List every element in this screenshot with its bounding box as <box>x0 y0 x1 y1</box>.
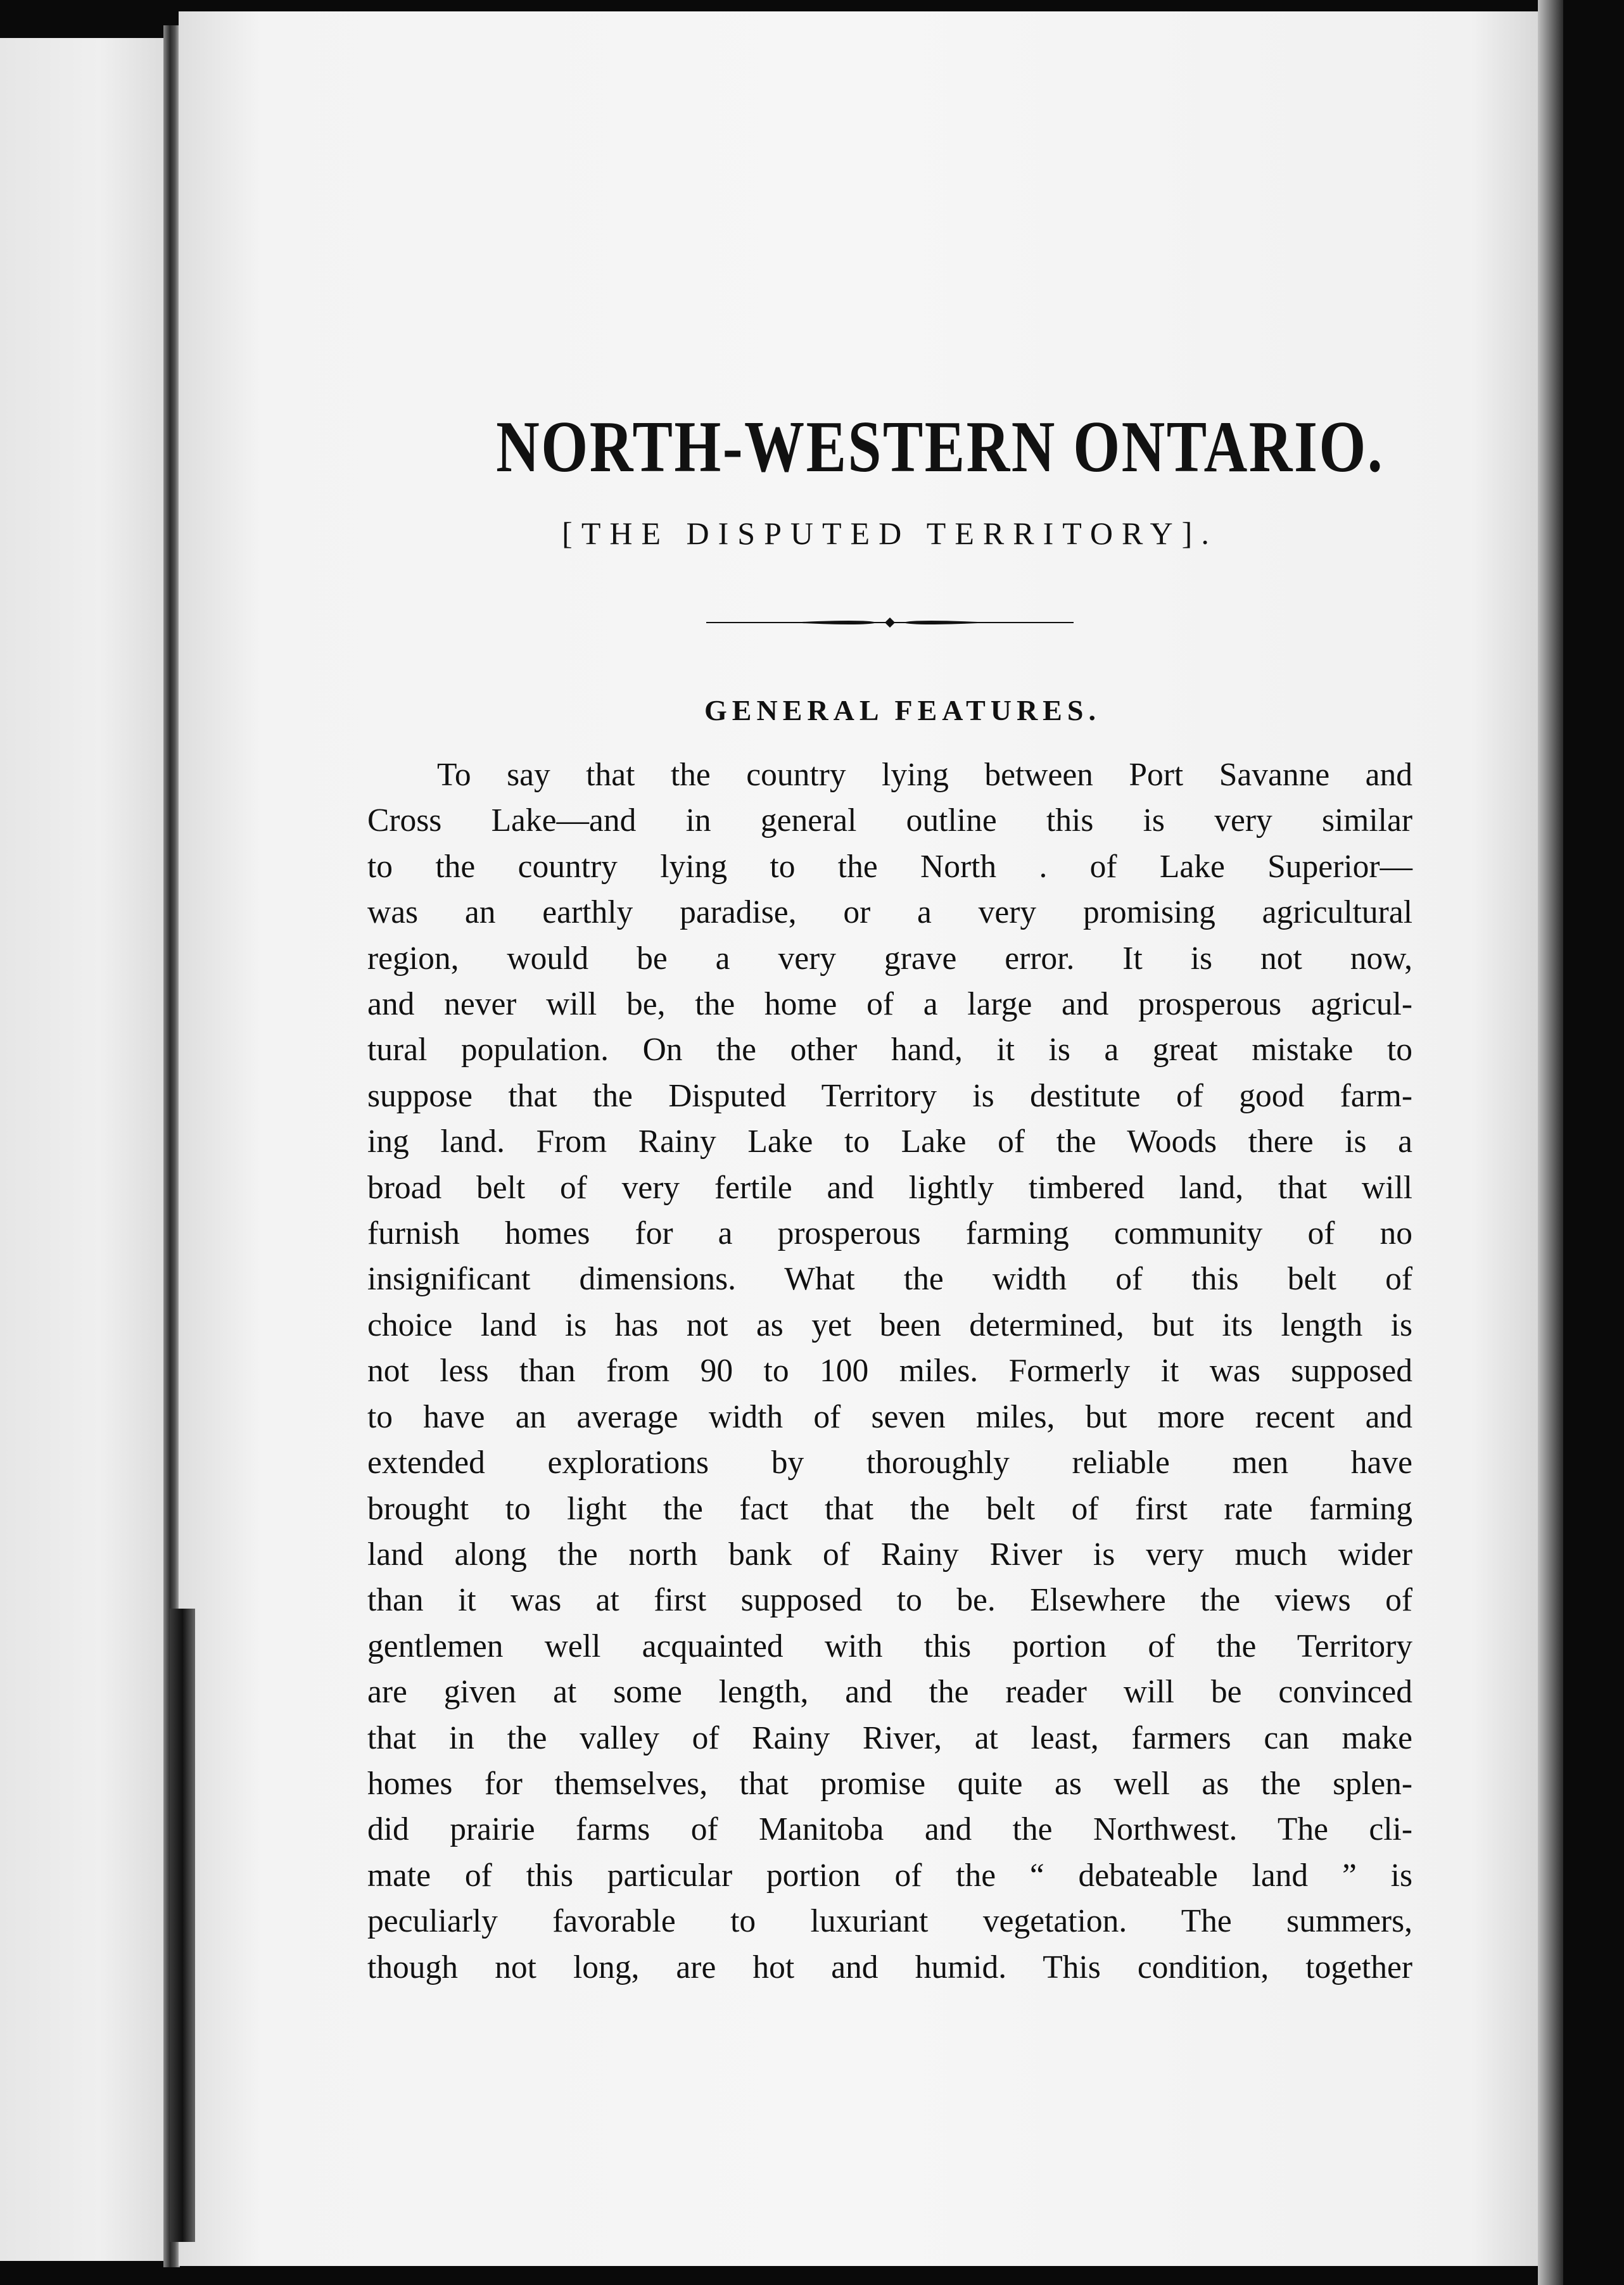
text-line: homes for themselves, that promise quite as well as the splen- <box>367 1765 1412 1802</box>
text-line: brought to light the fact that the belt of first rate farming <box>367 1490 1412 1527</box>
text-line: To say that the country lying between Port Savanne and <box>437 757 1412 793</box>
text-line: than it was at first supposed to be. Elsewhere the views of <box>367 1582 1412 1619</box>
text-line: did prairie farms of Manitoba and the Northwest. The cli- <box>367 1811 1412 1848</box>
page-content <box>367 405 1412 1991</box>
text-line: and never will be, the home of a large and prosperous agricul- <box>367 986 1412 1023</box>
text-line: region, would be a very grave error. It is not now, <box>367 940 1412 977</box>
section-heading: GENERAL FEATURES. <box>704 694 1101 726</box>
text-line: mate of this particular portion of the “ debateable land ” is <box>367 1857 1412 1894</box>
text-line: to the country lying to the North . of Lake Superior— <box>367 848 1412 885</box>
text-line: are given at some length, and the reader will be convinced <box>367 1674 1412 1711</box>
text-line: though not long, are hot and humid. This condition, together <box>367 1949 1412 1985</box>
text-line: furnish homes for a prosperous farming community of no <box>367 1215 1412 1252</box>
text-line: broad belt of very fertile and lightly timbered land, that will <box>367 1169 1412 1206</box>
page-subtitle: [THE DISPUTED TERRITORY]. <box>562 516 1218 551</box>
page-edge-shadow <box>1538 0 1563 2285</box>
gutter-shadow <box>170 1609 195 2242</box>
text-line: peculiarly favorable to luxuriant vegetation. The summers, <box>367 1903 1412 1940</box>
page-title: NORTH-WESTERN ONTARIO. <box>496 407 1385 488</box>
text-line: to have an average width of seven miles, but more recent and <box>367 1398 1412 1435</box>
text-line: extended explorations by thoroughly reliable men have <box>367 1445 1412 1481</box>
text-line: insignificant dimensions. What the width of this belt of <box>367 1261 1412 1298</box>
text-line: was an earthly paradise, or a very promising agricultural <box>367 894 1412 931</box>
ornamental-divider <box>706 615 1074 630</box>
text-line: land along the north bank of Rainy River is very much wider <box>367 1536 1412 1573</box>
text-line: suppose that the Disputed Territory is destitute of good farm- <box>367 1077 1412 1114</box>
text-line: ing land. From Rainy Lake to Lake of the Woods there is a <box>367 1124 1412 1160</box>
text-line: gentlemen well acquainted with this portion of the Territory <box>367 1628 1412 1664</box>
body-paragraph <box>367 752 1412 1991</box>
left-facing-page <box>0 38 166 2261</box>
text-line: choice land is has not as yet been determined, but its length is <box>367 1307 1412 1343</box>
text-line: Cross Lake—and in general outline this is very similar <box>367 802 1412 839</box>
text-line: tural population. On the other hand, it is a great mistake to <box>367 1032 1412 1068</box>
text-line: not less than from 90 to 100 miles. Formerly it was supposed <box>367 1353 1412 1389</box>
text-line: that in the valley of Rainy River, at least, farmers can make <box>367 1719 1412 1756</box>
